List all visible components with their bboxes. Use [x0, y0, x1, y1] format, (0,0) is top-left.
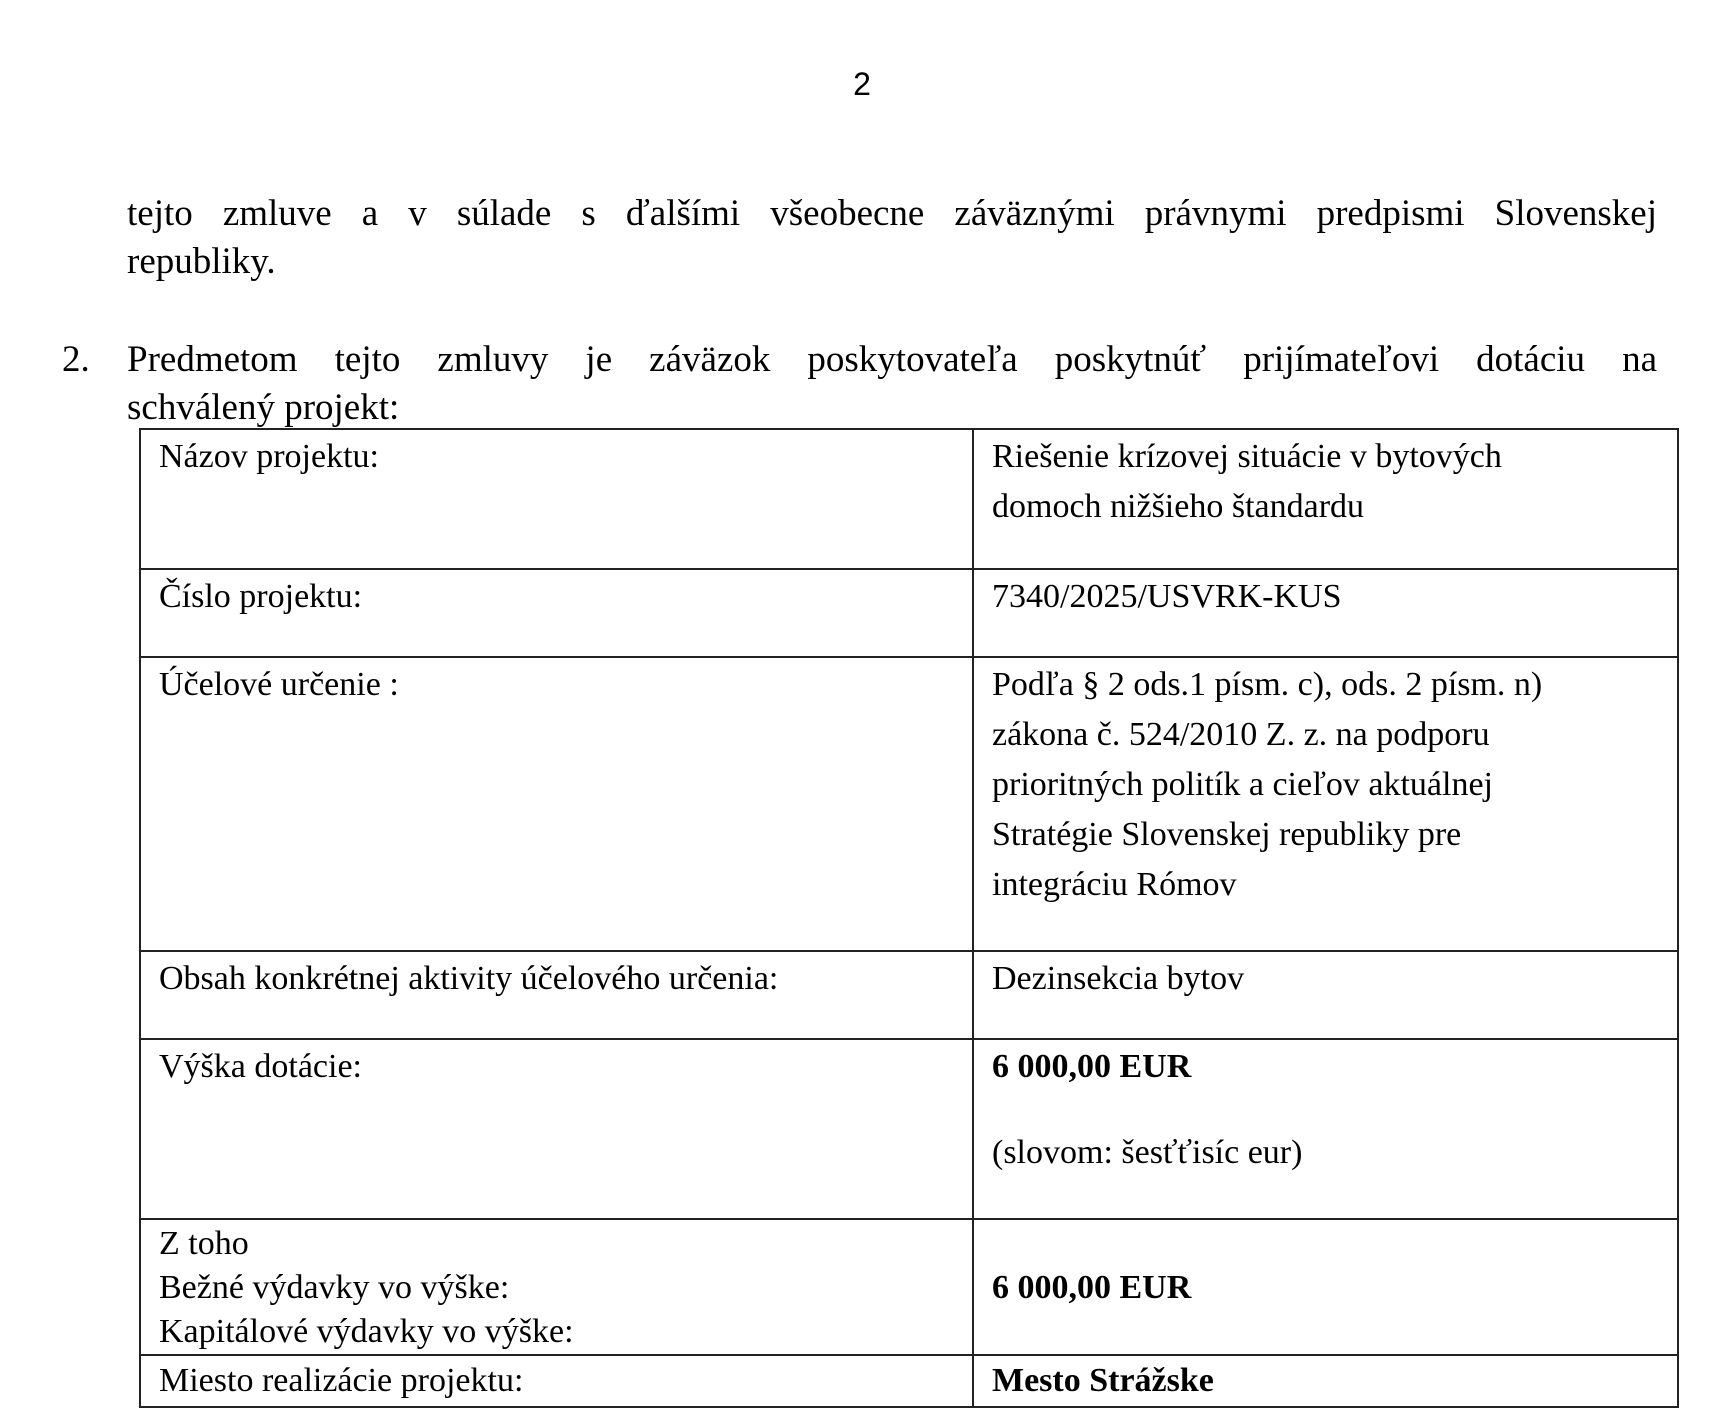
value-line: integráciu Rómov: [992, 866, 1237, 903]
row-label: Účelové určenie :: [140, 657, 973, 951]
row-value: [973, 1039, 1678, 1219]
amount: 6 000,00 EUR: [992, 1048, 1192, 1085]
page-number: 2: [853, 66, 871, 102]
row-label: Miesto realizácie projektu:: [140, 1355, 973, 1407]
table-row: [140, 1219, 1678, 1355]
project-table: [139, 428, 1679, 1408]
table-row: [140, 1355, 1678, 1407]
row-label: Názov projektu:: [140, 429, 973, 569]
paragraph-line: schválený projekt:: [127, 387, 400, 428]
table-row: [140, 657, 1678, 951]
amount: 6 000,00 EUR: [973, 1219, 1678, 1355]
paragraph-line: Predmetom tejto zmluvy je záväzok poskytovateľa poskytnúť prijímateľovi dotáciu na: [127, 339, 1657, 380]
value-line: Podľa § 2 ods.1 písm. c), ods. 2 písm. n): [992, 666, 1543, 703]
row-value: [973, 657, 1678, 951]
item-2-text: [127, 336, 1657, 432]
table-row: [140, 1039, 1678, 1219]
row-value: Mesto Strážske: [973, 1355, 1678, 1407]
row-value: [973, 429, 1678, 569]
value-line: Riešenie krízovej situácie v bytových: [992, 438, 1502, 475]
row-value: 7340/2025/USVRK-KUS: [973, 569, 1678, 657]
table-row: [140, 569, 1678, 657]
label-line: Z toho: [159, 1225, 249, 1262]
paragraph-continuation: [127, 190, 1657, 286]
amount-in-words: (slovom: šesťťisíc eur): [992, 1134, 1303, 1171]
row-label: Obsah konkrétnej aktivity účelového určenia:: [140, 951, 973, 1039]
label-line: Kapitálové výdavky vo výške:: [159, 1313, 574, 1350]
row-value: Dezinsekcia bytov: [973, 951, 1678, 1039]
item-number: 2.: [62, 339, 90, 380]
value-line: prioritných politík a cieľov aktuálnej: [992, 766, 1494, 803]
row-label: Výška dotácie:: [140, 1039, 973, 1219]
paragraph-line: tejto zmluve a v súlade s ďalšími všeobecne záväznými právnymi predpismi Slovenskej: [127, 193, 1657, 234]
value-line: Stratégie Slovenskej republiky pre: [992, 816, 1462, 853]
row-label: [140, 1219, 973, 1355]
row-label: Číslo projektu:: [140, 569, 973, 657]
paragraph-line: republiky.: [127, 241, 276, 282]
table-row: [140, 429, 1678, 569]
label-line: Bežné výdavky vo výške:: [159, 1269, 510, 1306]
value-line: zákona č. 524/2010 Z. z. na podporu: [992, 716, 1490, 753]
table-row: [140, 951, 1678, 1039]
value-line: domoch nižšieho štandardu: [992, 488, 1365, 525]
